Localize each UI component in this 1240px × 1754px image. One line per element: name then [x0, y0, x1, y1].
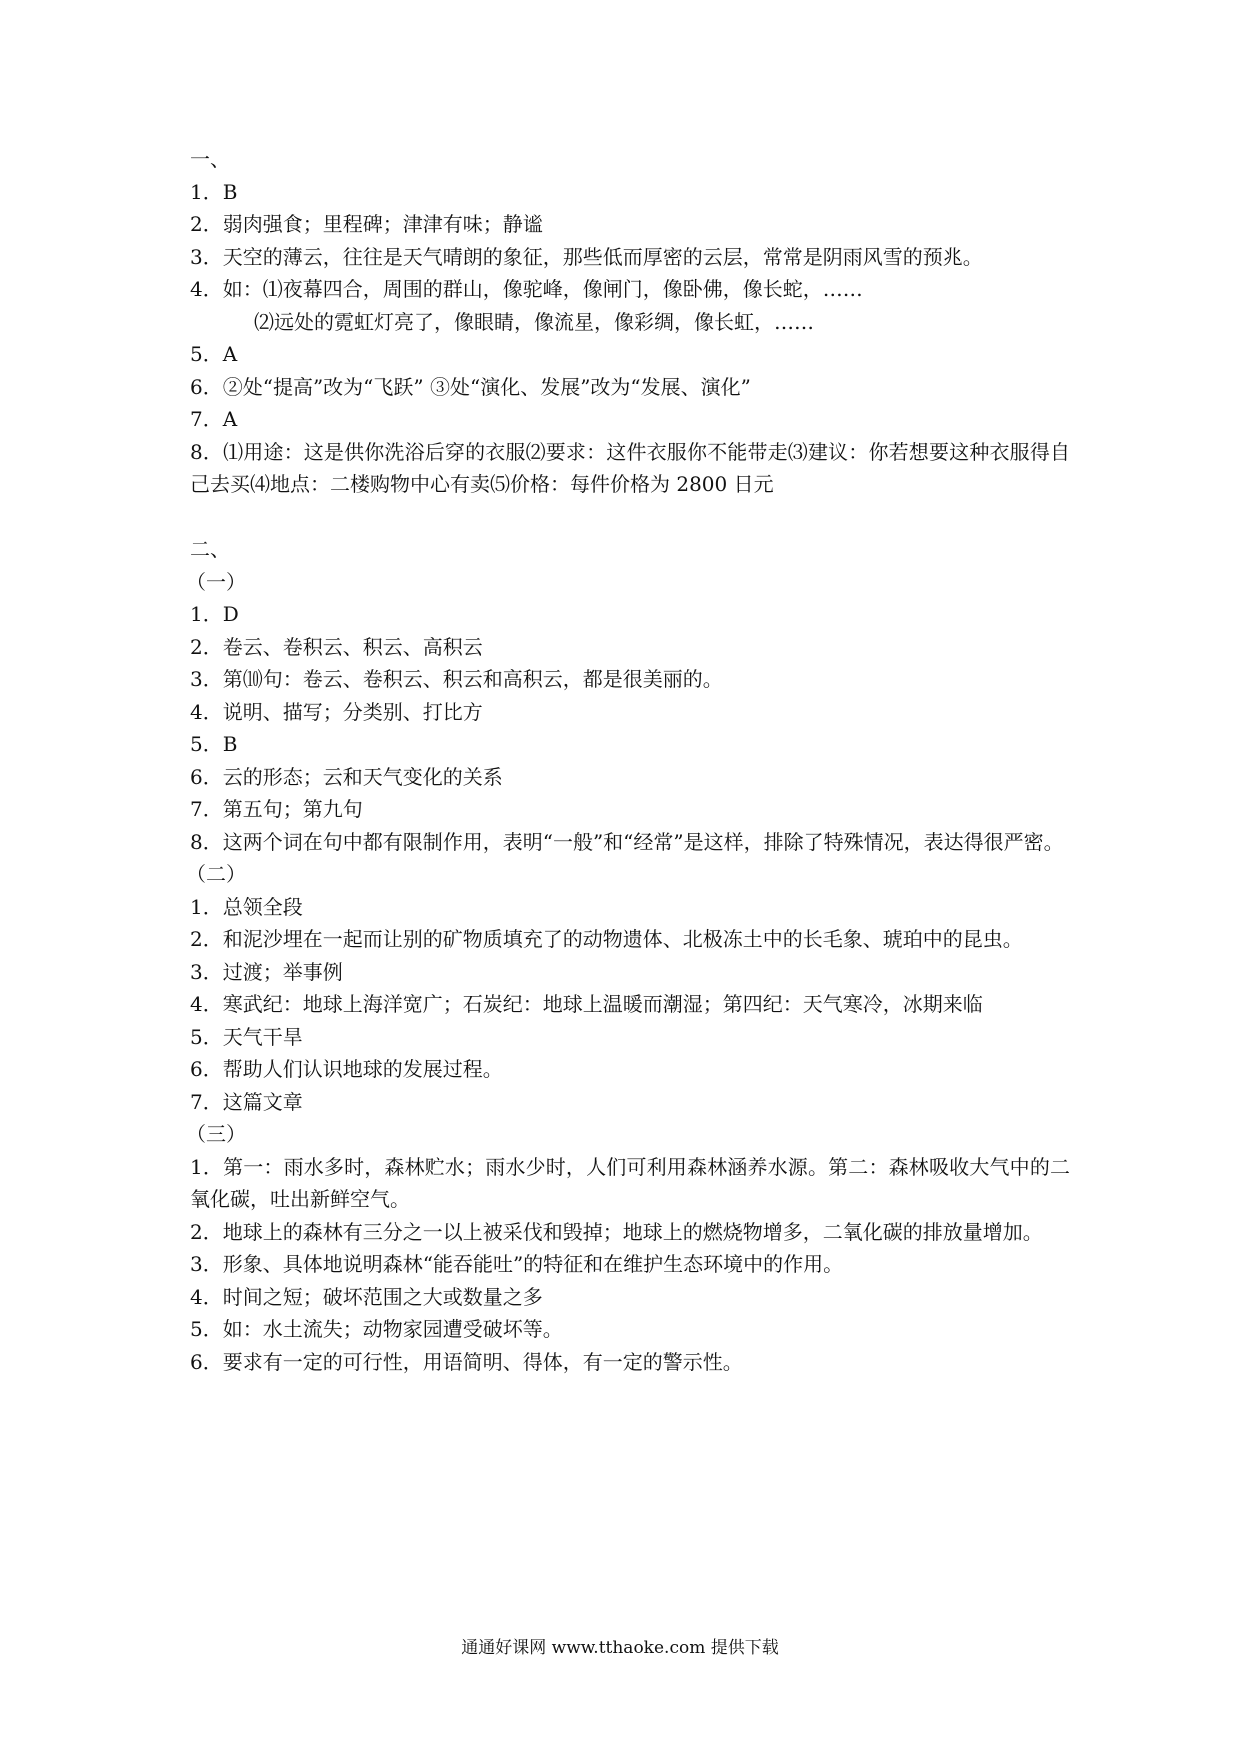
answer-item: 8．⑴用途：这是供你洗浴后穿的衣服⑵要求：这件衣服你不能带走⑶建议：你若想要这种衣服得自己去买⑷地点：二楼购物中心有卖⑸价格：每件价格为 2800 日元 [190, 439, 1070, 496]
answer-item: 6．②处“提高”改为“飞跃” ③处“演化、发展”改为“发展、演化” [190, 374, 751, 399]
answer-item: 5．B [190, 732, 238, 756]
answer-item: 5．天气干旱 [190, 1024, 303, 1049]
answer-item: 2．弱肉强食；里程碑；津津有味；静谧 [190, 212, 543, 236]
page-footer: 通通好课网 www.tthaoke.com 提供下载 [461, 1638, 779, 1658]
answer-item: 5．如：水土流失；动物家园遭受破坏等。 [190, 1317, 563, 1341]
answer-item: 1．B [190, 179, 238, 204]
answer-item: 3．第⑽句：卷云、卷积云、积云和高积云，都是很美丽的。 [190, 667, 723, 691]
answer-item: 2．卷云、卷积云、积云、高积云 [190, 634, 483, 659]
answer-item: 2．地球上的森林有三分之一以上被采伐和毁掉；地球上的燃烧物增多，二氧化碳的排放量增加。 [190, 1219, 1043, 1244]
answer-item: 6．要求有一定的可行性，用语简明、得体，有一定的警示性。 [190, 1349, 743, 1374]
subsection-label-2: （二） [186, 862, 246, 886]
answer-item: 4．如：⑴夜幕四合，周围的群山，像驼峰，像闸门，像卧佛，像长蛇，…… [190, 277, 863, 301]
answer-item: 1．第一：雨水多时，森林贮水；雨水少时，人们可利用森林涵养水源。第二：森林吸收大气中的二氧化碳，吐出新鲜空气。 [190, 1154, 1070, 1211]
answer-item: 3．过渡；举事例 [190, 959, 343, 984]
section-gap [190, 501, 1070, 534]
answer-item: 8．这两个词在句中都有限制作用，表明“一般”和“经常”是这样，排除了特殊情况，表达得很严密。 [190, 829, 1064, 854]
answer-item: 7．第五句；第九句 [190, 797, 363, 821]
answer-item: 3．形象、具体地说明森林“能吞能吐”的特征和在维护生态环境中的作用。 [190, 1252, 844, 1276]
answer-item: 4．寒武纪：地球上海洋宽广；石炭纪：地球上温暖而潮湿；第四纪：天气寒冷，冰期来临 [190, 992, 983, 1016]
answer-item: 1．总领全段 [190, 894, 303, 919]
answer-item-continuation: ⑵远处的霓虹灯亮了，像眼睛，像流星，像彩绸，像长虹，…… [254, 309, 814, 334]
answer-item: 5．A [190, 342, 238, 366]
section-heading-2: 二、 [190, 537, 230, 561]
answer-item: 7．A [190, 407, 238, 431]
answer-item: 2．和泥沙埋在一起而让别的矿物质填充了的动物遗体、北极冻土中的长毛象、琥珀中的昆虫。 [190, 927, 1023, 951]
answer-item: 6．帮助人们认识地球的发展过程。 [190, 1057, 503, 1081]
answer-key-content [186, 143, 1070, 1378]
answer-item: 7．这篇文章 [190, 1089, 303, 1114]
answer-item: 3．天空的薄云，往往是天气晴朗的象征，那些低而厚密的云层，常常是阴雨风雪的预兆。 [190, 244, 983, 269]
subsection-label-3: （三） [186, 1122, 246, 1146]
subsection-label-1: （一） [186, 569, 246, 594]
answer-item: 6．云的形态；云和天气变化的关系 [190, 764, 503, 789]
answer-item: 1．D [190, 602, 239, 626]
answer-item: 4．说明、描写；分类别、打比方 [190, 699, 483, 724]
answer-item: 4．时间之短；破坏范围之大或数量之多 [190, 1284, 543, 1309]
section-heading-1: 一、 [190, 147, 230, 171]
